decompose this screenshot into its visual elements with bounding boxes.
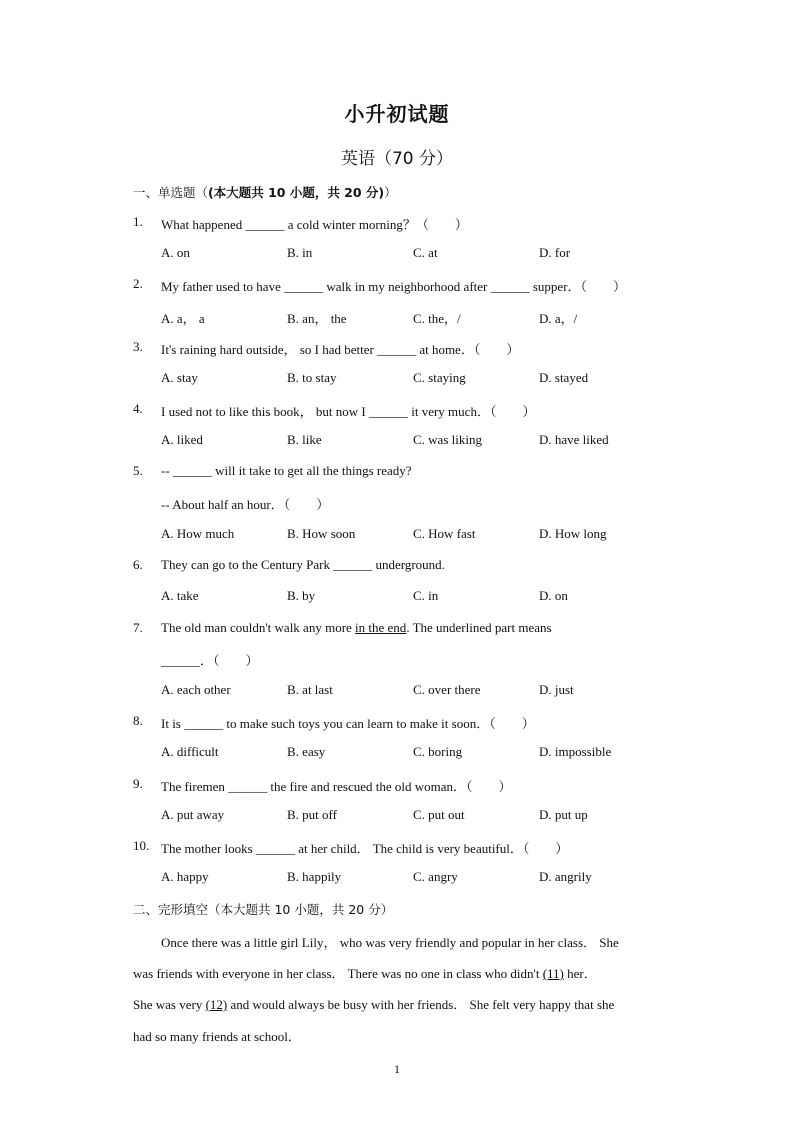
question-text: -- ______ will it take to get all the things ready? <box>161 463 412 478</box>
question-number: 2. <box>133 276 143 291</box>
option-b: B. How soon <box>287 526 356 541</box>
option-b: B. happily <box>287 869 342 884</box>
options-5 <box>161 526 681 546</box>
question-text: I used not to like this book， but now I ______ it very much．（ ） <box>161 404 536 419</box>
question-10 <box>133 838 693 858</box>
option-c: C. at <box>413 245 438 260</box>
question-text <box>161 620 552 636</box>
passage-text: She was very <box>133 997 206 1012</box>
passage-line-4: had so many friends at school． <box>133 1029 301 1044</box>
option-a: A. on <box>161 245 190 260</box>
option-d: D. on <box>539 588 568 603</box>
option-a: A. take <box>161 588 199 603</box>
option-b: B. at last <box>287 682 333 697</box>
option-b: B. easy <box>287 744 326 759</box>
options-3 <box>161 370 681 390</box>
option-c: C. over there <box>413 682 481 697</box>
passage-line-2 <box>133 963 597 982</box>
option-c: C. How fast <box>413 526 476 541</box>
section-bold: (本大题共 10 小题，共 20 分) <box>208 185 385 200</box>
option-c: C. the，/ <box>413 311 461 326</box>
question-number: 8. <box>133 713 143 728</box>
passage-text: was friends with everyone in her class． There was no one in class who didn't <box>133 966 543 981</box>
question-text: My father used to have ______ walk in my neighborhood after ______ supper．（ ） <box>161 279 627 294</box>
page-number: 1 <box>394 1062 400 1076</box>
option-d: D. have liked <box>539 432 609 447</box>
question-text-post: . The underlined part means <box>406 620 552 635</box>
option-a: A. liked <box>161 432 203 447</box>
question-number: 6. <box>133 557 143 572</box>
option-a: A. stay <box>161 370 198 385</box>
option-d: D. How long <box>539 526 607 541</box>
passage-line-3 <box>133 994 614 1013</box>
option-d: D. stayed <box>539 370 589 385</box>
page-title: 小升初试题 <box>344 102 450 126</box>
question-7-line-2: ______．（ ） <box>161 653 259 668</box>
section-prefix: 一、单选题（ <box>133 185 209 200</box>
question-text: It is ______ to make such toys you can learn to make it soon．（ ） <box>161 716 535 731</box>
option-b: B. by <box>287 588 316 603</box>
option-d: D. a，/ <box>539 311 578 326</box>
option-d: D. just <box>539 682 574 697</box>
question-text: What happened ______ a cold winter morning？（ ） <box>161 217 468 232</box>
question-5 <box>133 463 693 483</box>
question-number: 10. <box>133 838 150 853</box>
options-8 <box>161 744 681 764</box>
option-d: D. for <box>539 245 571 260</box>
section-heading-single-choice <box>133 183 397 201</box>
question-text: They can go to the Century Park ______ underground. <box>161 557 445 572</box>
blank-11: (11) <box>542 966 564 981</box>
question-9 <box>133 776 693 796</box>
option-d: D. angrily <box>539 869 592 884</box>
options-1 <box>161 245 681 265</box>
option-c: C. boring <box>413 744 463 759</box>
question-text: The firemen ______ the fire and rescued the old woman．（ ） <box>161 779 512 794</box>
option-b: B. an， the <box>287 311 347 326</box>
option-b: B. in <box>287 245 313 260</box>
question-text-pre: The old man couldn't walk any more <box>161 620 356 635</box>
option-a: A. How much <box>161 526 235 541</box>
question-number: 7. <box>133 620 143 635</box>
question-number: 3. <box>133 339 143 354</box>
question-6 <box>133 557 693 577</box>
passage-text: and would always be busy with her friends． She felt very happy that she <box>227 997 615 1012</box>
option-c: C. staying <box>413 370 466 385</box>
option-c: C. put out <box>413 807 465 822</box>
options-9 <box>161 807 681 827</box>
question-number: 1. <box>133 214 143 229</box>
option-a: A. a， a <box>161 311 205 326</box>
question-4 <box>133 401 693 421</box>
option-c: C. angry <box>413 869 458 884</box>
question-text: It's raining hard outside， so I had better ______ at home．（ ） <box>161 342 520 357</box>
question-3 <box>133 339 693 359</box>
option-b: B. to stay <box>287 370 337 385</box>
option-a: A. happy <box>161 869 209 884</box>
question-1 <box>133 214 693 234</box>
option-a: A. difficult <box>161 744 219 759</box>
page-subtitle: 英语（70 分） <box>340 149 454 169</box>
underlined-phrase: in the end <box>355 620 407 635</box>
question-7 <box>133 620 693 640</box>
question-number: 4. <box>133 401 143 416</box>
question-text: The mother looks ______ at her child． The child is very beautiful．（ ） <box>161 841 569 856</box>
passage-text: her． <box>563 966 597 981</box>
question-number: 5. <box>133 463 143 478</box>
option-d: D. impossible <box>539 744 612 759</box>
option-d: D. put up <box>539 807 588 822</box>
options-10 <box>161 869 681 889</box>
question-8 <box>133 713 693 733</box>
question-5-line-2: -- About half an hour．（ ） <box>161 497 330 512</box>
options-7 <box>161 682 681 702</box>
blank-12: (12) <box>205 997 228 1012</box>
section-heading-cloze: 二、完形填空（本大题共 10 小题，共 20 分） <box>133 902 394 917</box>
passage-line-1: Once there was a little girl Lily， who was very friendly and popular in her class． She <box>161 935 619 950</box>
options-4 <box>161 432 681 452</box>
options-2 <box>161 308 681 328</box>
option-a: A. each other <box>161 682 231 697</box>
option-c: C. in <box>413 588 439 603</box>
option-c: C. was liking <box>413 432 482 447</box>
question-2 <box>133 276 693 296</box>
option-a: A. put away <box>161 807 225 822</box>
section-suffix: ） <box>384 185 397 200</box>
options-6 <box>161 588 681 608</box>
option-b: B. put off <box>287 807 337 822</box>
question-number: 9. <box>133 776 143 791</box>
option-b: B. like <box>287 432 322 447</box>
